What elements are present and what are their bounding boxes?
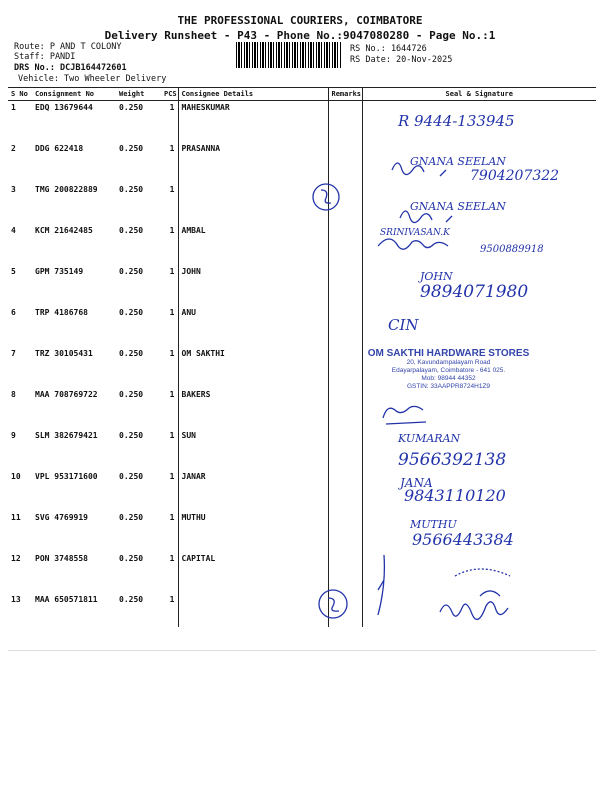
col-consignee: Consignee Details — [178, 88, 328, 101]
remark-circle-row-13 — [319, 590, 347, 618]
cell-weight: 0.250 — [119, 144, 144, 153]
cell-sno: 12 — [11, 554, 21, 563]
cell-consignee: BAKERS — [178, 388, 328, 429]
signature-row-3: GNANA SEELAN — [410, 200, 506, 213]
cell-pcs: 1 — [169, 431, 175, 440]
col-weight: Weight — [116, 88, 164, 101]
signature-scribble-3 — [400, 211, 452, 223]
signature-row-9a: KUMARAN — [398, 432, 461, 445]
cell-pcs: 1 — [169, 513, 175, 522]
signature-row-11b: 9566443384 — [412, 530, 514, 549]
cell-weight: 0.250 — [119, 226, 144, 235]
cell-consignee: SUN — [178, 429, 328, 470]
cell-pcs: 1 — [169, 308, 175, 317]
runsheet-subtitle: Delivery Runsheet - P43 - Phone No.:9047080280 - Page No.:1 — [104, 29, 496, 42]
cell-weight: 0.250 — [119, 349, 144, 358]
stamp-address-2: Edayarpalayam, Coimbatore - 641 025. — [391, 367, 506, 374]
cell-pcs: 1 — [169, 226, 175, 235]
signature-scribble-2 — [392, 163, 446, 176]
cell-sno: 8 — [11, 390, 16, 399]
cell-consignment: DDG 622418 — [35, 144, 84, 153]
cell-consignee: OM SAKTHI — [178, 347, 328, 388]
cell-weight: 0.250 — [119, 431, 144, 440]
signature-row-5a: JOHN — [420, 270, 453, 283]
cell-pcs: 1 — [169, 595, 175, 604]
col-pcs: PCS — [164, 88, 178, 101]
cell-consignment: SVG 4769919 — [35, 513, 88, 522]
stroke-row-12 — [378, 555, 384, 615]
cell-consignment: TRZ 30105431 — [35, 349, 93, 358]
cell-consignee: AMBAL — [178, 224, 328, 265]
cell-consignment: VPL 953171600 — [35, 472, 98, 481]
staff-info: Staff: PANDI — [14, 52, 76, 62]
signature-scribble-13 — [440, 591, 508, 619]
cell-weight: 0.250 — [119, 267, 144, 276]
vehicle-info: Vehicle: Two Wheeler Delivery — [18, 74, 167, 84]
signature-row-2b: 7904207322 — [470, 168, 560, 184]
stamp-address-1: 20, Kavundampalayam Road — [406, 359, 491, 366]
stamp-name: OM SAKTHI HARDWARE STORES — [367, 348, 530, 359]
cell-sno: 7 — [11, 349, 16, 358]
cell-consignee: PRASANNA — [178, 142, 328, 183]
cell-pcs: 1 — [169, 472, 175, 481]
cell-consignment: EDQ 13679644 — [35, 103, 93, 112]
col-seal: Seal & Signature — [362, 88, 596, 101]
cell-weight: 0.250 — [119, 185, 144, 194]
faded-stamp-arc — [455, 569, 510, 576]
cell-consignee: CAPITAL — [178, 552, 328, 593]
signature-row-4a: SRINIVASAN.K — [380, 228, 450, 238]
cell-pcs: 1 — [169, 144, 175, 153]
cell-consignee: JANAR — [178, 470, 328, 511]
cell-consignment: TRP 4186768 — [35, 308, 88, 317]
cell-consignment: MAA 708769722 — [35, 390, 98, 399]
cell-pcs: 1 — [169, 349, 175, 358]
cell-sno: 1 — [11, 103, 16, 112]
remark-mark-row-3 — [321, 190, 331, 203]
cell-consignment: MAA 650571811 — [35, 595, 98, 604]
cell-sno: 11 — [11, 513, 21, 522]
remark-mark-row-13 — [328, 598, 339, 611]
shop-stamp — [356, 348, 541, 391]
rs-number: RS No.: 1644726 — [350, 44, 427, 54]
route-info: Route: P AND T COLONY — [14, 42, 122, 52]
cell-sno: 9 — [11, 431, 16, 440]
signature-row-6: CIN — [388, 316, 419, 334]
cell-sno: 3 — [11, 185, 16, 194]
cell-pcs: 1 — [169, 267, 175, 276]
signature-row-1: R 9444-133945 — [398, 112, 515, 130]
cell-consignment: PON 3748558 — [35, 554, 88, 563]
cell-sno: 5 — [11, 267, 16, 276]
cell-consignee: ANU — [178, 306, 328, 347]
col-remarks: Remarks — [328, 88, 362, 101]
cell-weight: 0.250 — [119, 554, 144, 563]
cell-weight: 0.250 — [119, 513, 144, 522]
cell-weight: 0.250 — [119, 595, 144, 604]
cell-pcs: 1 — [169, 185, 175, 194]
signature-row-11a: MUTHU — [410, 518, 457, 531]
signature-row-10b: 9843110120 — [404, 486, 506, 505]
signature-row-2a: GNANA SEELAN — [410, 155, 506, 168]
signature-row-4b: 9500889918 — [480, 244, 544, 255]
cell-consignment: TMG 200822889 — [35, 185, 98, 194]
rs-date: RS Date: 20-Nov-2025 — [350, 55, 453, 65]
cell-consignment: GPM 735149 — [35, 267, 84, 276]
signature-row-9b: 9566392138 — [398, 450, 507, 470]
cell-weight: 0.250 — [119, 390, 144, 399]
cell-consignee: MUTHU — [178, 511, 328, 552]
signature-scribble-4 — [378, 239, 448, 249]
cell-weight: 0.250 — [119, 472, 144, 481]
cell-pcs: 1 — [169, 390, 175, 399]
cell-pcs: 1 — [169, 554, 175, 563]
cell-sno: 4 — [11, 226, 16, 235]
cell-sno: 2 — [11, 144, 16, 153]
cell-consignee: MAHESKUMAR — [178, 101, 328, 143]
cell-sno: 10 — [11, 472, 21, 481]
stamp-mobile: Mob: 98944 44352 — [421, 375, 476, 382]
cell-sno: 13 — [11, 595, 21, 604]
cell-pcs: 1 — [169, 103, 175, 112]
cell-consignment: SLM 382679421 — [35, 431, 98, 440]
col-consignment: Consignment No — [32, 88, 116, 101]
cell-weight: 0.250 — [119, 103, 144, 112]
cell-sno: 6 — [11, 308, 16, 317]
cell-weight: 0.250 — [119, 308, 144, 317]
signature-row-10a: JANA — [400, 476, 433, 490]
drs-number: DRS No.: DCJB164472601 — [14, 63, 127, 73]
cell-consignment: KCM 21642485 — [35, 226, 93, 235]
signature-scribble-8 — [383, 406, 426, 424]
stamp-gstin: GSTIN: 33AAPPR8724H1Z9 — [406, 383, 491, 390]
col-sno: S No — [8, 88, 32, 101]
company-title: THE PROFESSIONAL COURIERS, COIMBATORE — [177, 14, 423, 27]
signature-row-5b: 9894071980 — [420, 282, 529, 302]
cell-consignee: JOHN — [178, 265, 328, 306]
